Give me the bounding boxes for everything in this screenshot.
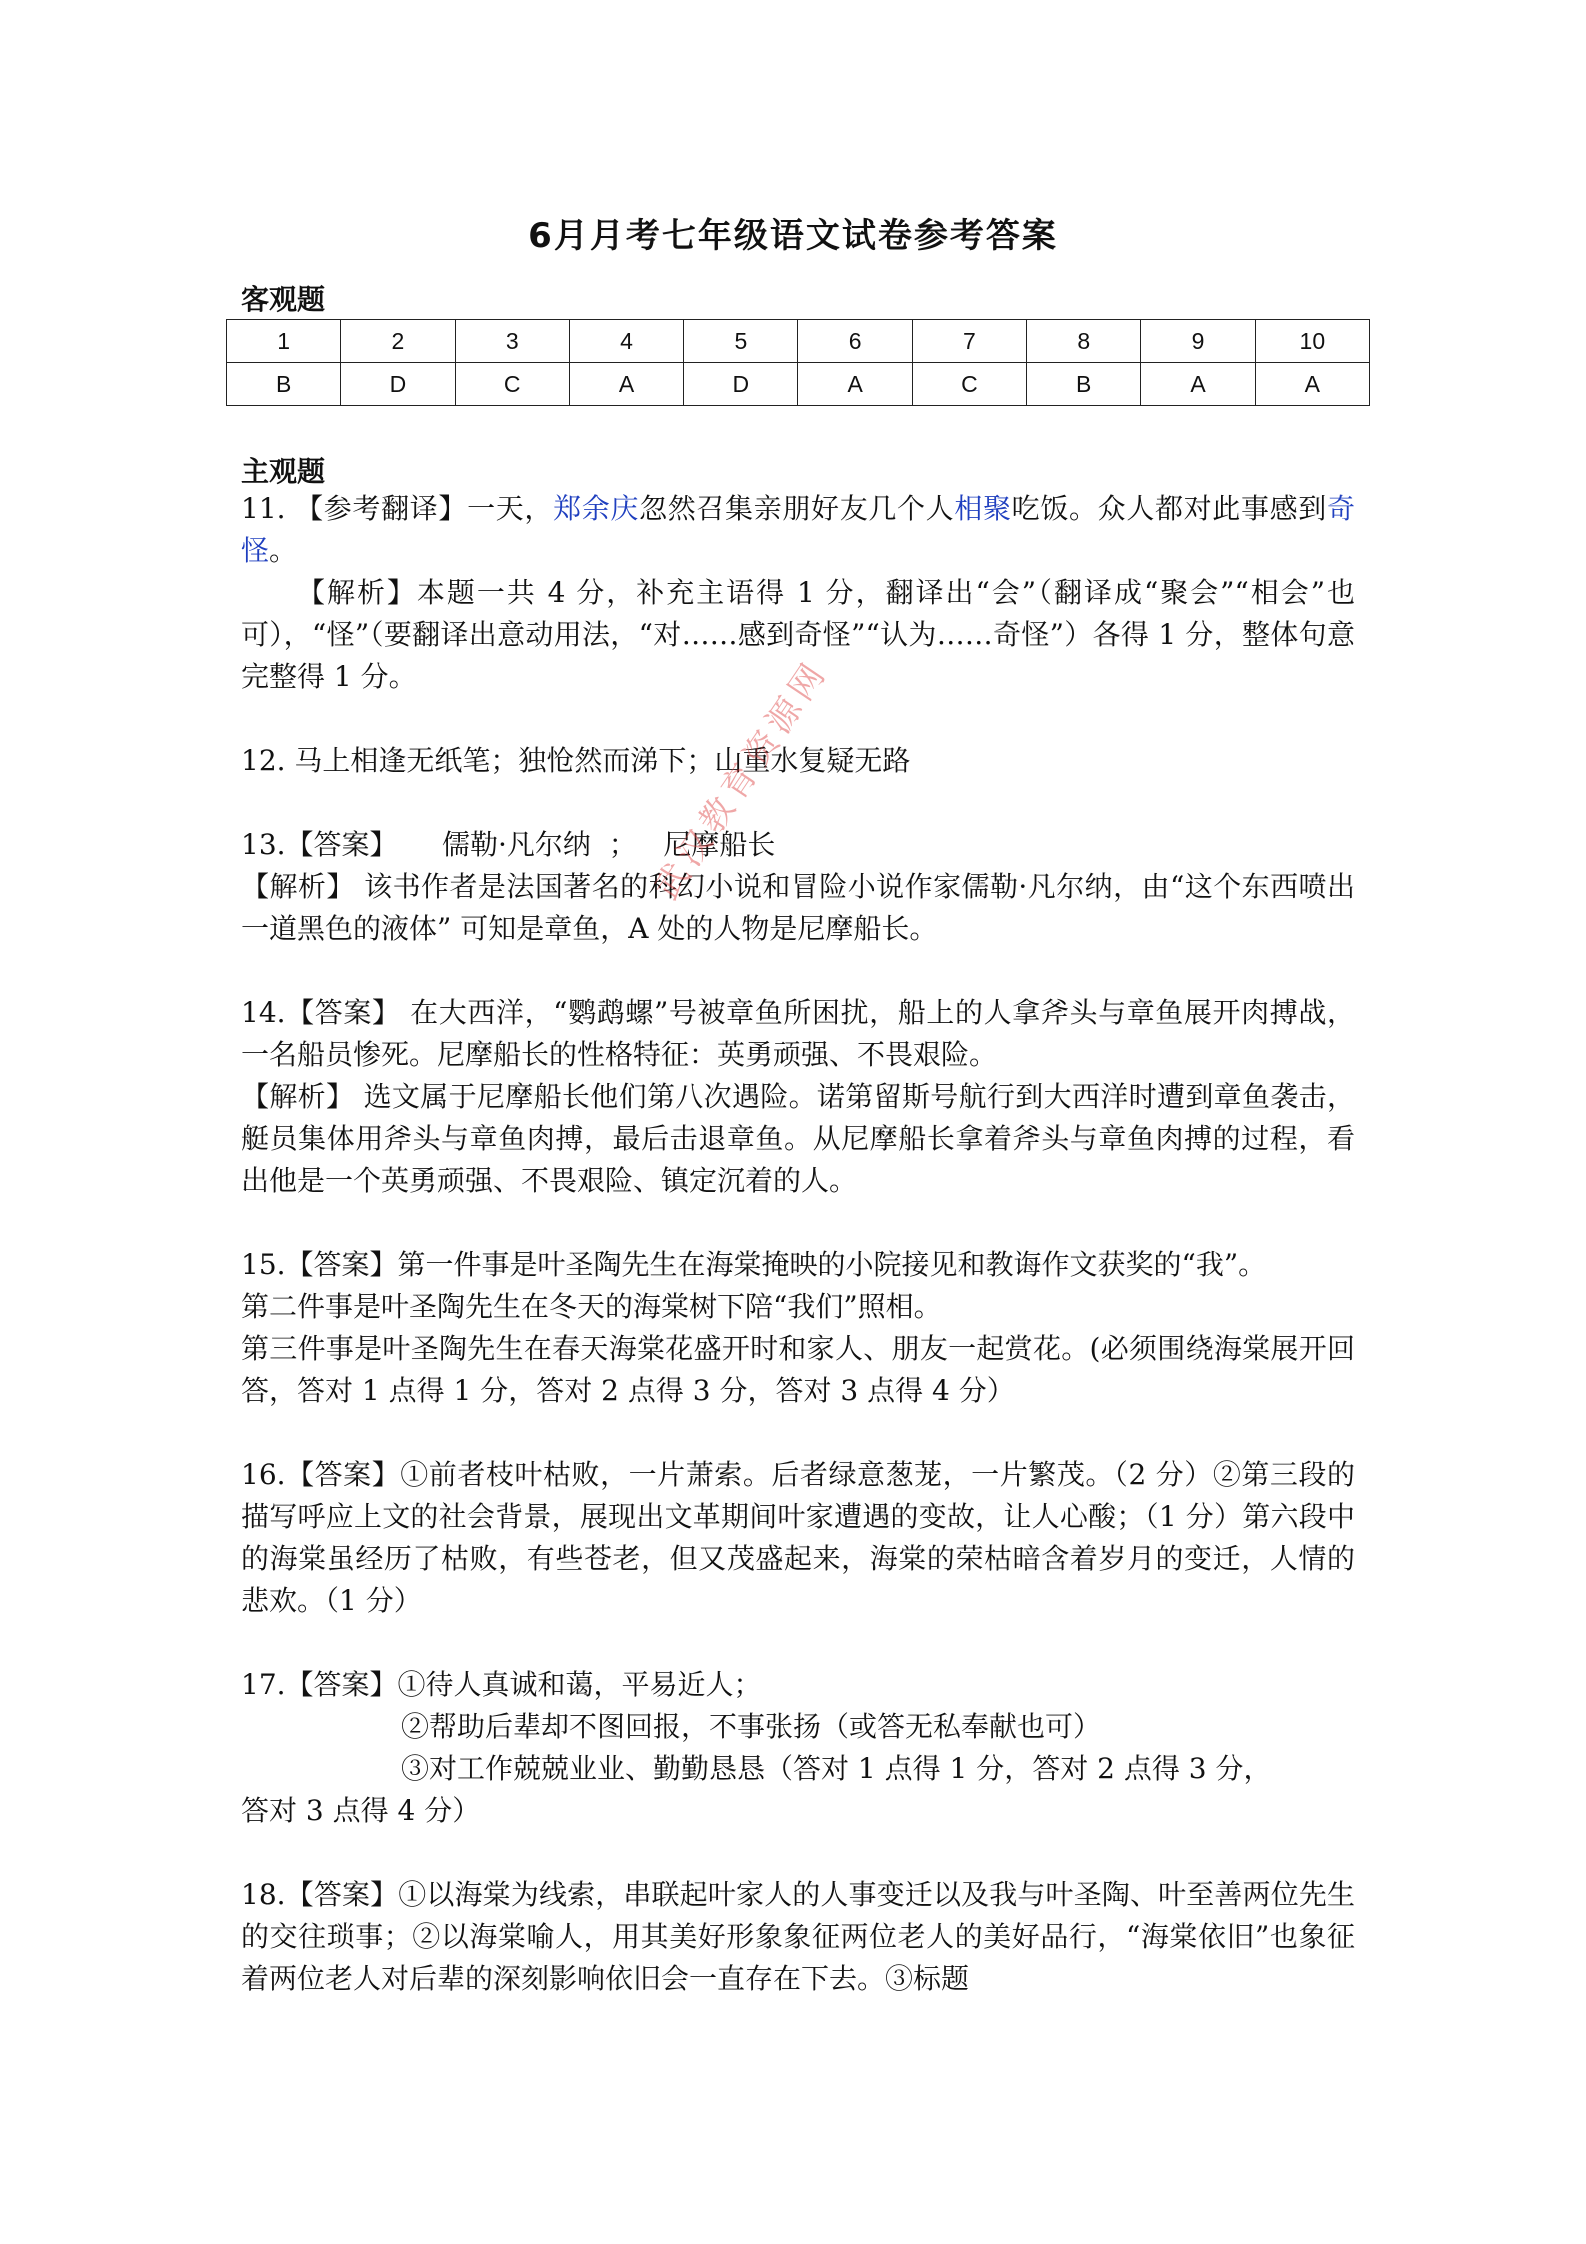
answer-cell: D <box>684 363 798 406</box>
subjective-heading: 主观题 <box>241 455 326 488</box>
answer-cell: A <box>569 363 683 406</box>
q11-translation <box>241 488 1355 572</box>
question-number: 4 <box>569 320 683 363</box>
q16-answer: 16.【答案】①前者枝叶枯败，一片萧索。后者绿意葱茏，一片繁茂。（2 分）②第三段的描写呼应上文的社会背景，展现出文革期间叶家遭遇的变故，让人心酸；（1 分）第六段中的海棠虽经历了枯败，有些苍老，但又茂盛起来，海棠的荣枯暗含着岁月的变迁，人情的悲欢。（1 分） <box>241 1458 1355 1617</box>
answer-cell: B <box>227 363 341 406</box>
question-number: 8 <box>1027 320 1141 363</box>
q11-text: 吃饭。众人都对此事感到 <box>1011 492 1327 525</box>
answer-cell: A <box>1141 363 1255 406</box>
q15-line1: 15.【答案】第一件事是叶圣陶先生在海棠掩映的小院接见和教诲作文获奖的“我”。 <box>241 1248 1267 1281</box>
q12-answer: 12. 马上相逢无纸笔；独怆然而涕下；山重水复疑无路 <box>241 744 911 777</box>
page-title: 6月月考七年级语文试卷参考答案 <box>528 216 1058 256</box>
answer-cell: B <box>1027 363 1141 406</box>
answer-cell: C <box>912 363 1026 406</box>
question-number: 5 <box>684 320 798 363</box>
q17-line4: 答对 3 点得 4 分） <box>241 1794 481 1827</box>
answer-cell: A <box>798 363 912 406</box>
q17-line2: ②帮助后辈却不图回报，不事张扬（或答无私奉献也可） <box>401 1710 1102 1743</box>
q11-highlight-name: 郑余庆 <box>553 492 640 525</box>
q17-line3: ③对工作兢兢业业、勤勤恳恳（答对 1 点得 1 分，答对 2 点得 3 分， <box>401 1752 1272 1785</box>
question-number: 1 <box>227 320 341 363</box>
q15-line3: 第三件事是叶圣陶先生在春天海棠花盛开时和家人、朋友一起赏花。(必须围绕海棠展开回答，答对 1 点得 1 分，答对 2 点得 3 分，答对 3 点得 4 分） <box>241 1332 1355 1407</box>
q14-analysis: 【解析】 选文属于尼摩船长他们第八次遇险。诺第留斯号航行到大西洋时遭到章鱼袭击，艇员集体用斧头与章鱼肉搏，最后击退章鱼。从尼摩船长拿着斧头与章鱼肉搏的过程，看出他是一个英勇顽强、不畏艰险、镇定沉着的人。 <box>241 1080 1355 1197</box>
q18-answer: 18.【答案】①以海棠为线索，串联起叶家人的人事变迁以及我与叶圣陶、叶至善两位先生的交往琐事；②以海棠喻人，用其美好形象象征两位老人的美好品行，“海棠依旧”也象征着两位老人对后辈的深刻影响依旧会一直存在下去。③标题 <box>241 1878 1355 1995</box>
q15-line2: 第二件事是叶圣陶先生在冬天的海棠树下陪“我们”照相。 <box>241 1290 942 1323</box>
question-number: 2 <box>341 320 455 363</box>
q11-text: 。 <box>269 534 298 567</box>
answer-cell: C <box>455 363 569 406</box>
watermark: 武汉教育资源网 <box>646 652 837 907</box>
q11-text: 11. 【参考翻译】一天， <box>241 492 554 525</box>
q11-text: 忽然召集亲朋好友几个人 <box>639 492 955 525</box>
question-number: 3 <box>455 320 569 363</box>
q13-analysis: 【解析】 该书作者是法国著名的科幻小说和冒险小说作家儒勒·凡尔纳，由“这个东西喷出一道黑色的液体” 可知是章鱼，A 处的人物是尼摩船长。 <box>241 870 1355 945</box>
q14-answer: 14.【答案】 在大西洋，“鹦鹉螺”号被章鱼所困扰，船上的人拿斧头与章鱼展开肉搏战，一名船员惨死。尼摩船长的性格特征：英勇顽强、不畏艰险。 <box>241 996 1355 1071</box>
objective-heading: 客观题 <box>241 283 326 316</box>
question-number: 10 <box>1255 320 1369 363</box>
q11-analysis: 【解析】本题一共 4 分，补充主语得 1 分，翻译出“会”（翻译成“聚会”“相会”也可），“怪”（要翻译出意动用法，“对……感到奇怪”“认为……奇怪”）各得 1 分，整体句意完整得 1 分。 <box>241 576 1355 693</box>
question-number: 9 <box>1141 320 1255 363</box>
objective-answer-table <box>226 319 1370 406</box>
q11-highlight-gather: 相聚 <box>954 492 1012 525</box>
question-number-row <box>227 320 1370 363</box>
answer-cell: A <box>1255 363 1369 406</box>
q13-answer: 13.【答案】 儒勒·凡尔纳 ； 尼摩船长 <box>241 828 776 861</box>
answer-cell: D <box>341 363 455 406</box>
q11-highlight-strange: 奇怪 <box>241 492 1355 567</box>
subjective-answers <box>241 488 1355 2000</box>
question-number: 6 <box>798 320 912 363</box>
q17-line1: 17.【答案】①待人真诚和蔼，平易近人； <box>241 1668 762 1701</box>
answer-row <box>227 363 1370 406</box>
question-number: 7 <box>912 320 1026 363</box>
